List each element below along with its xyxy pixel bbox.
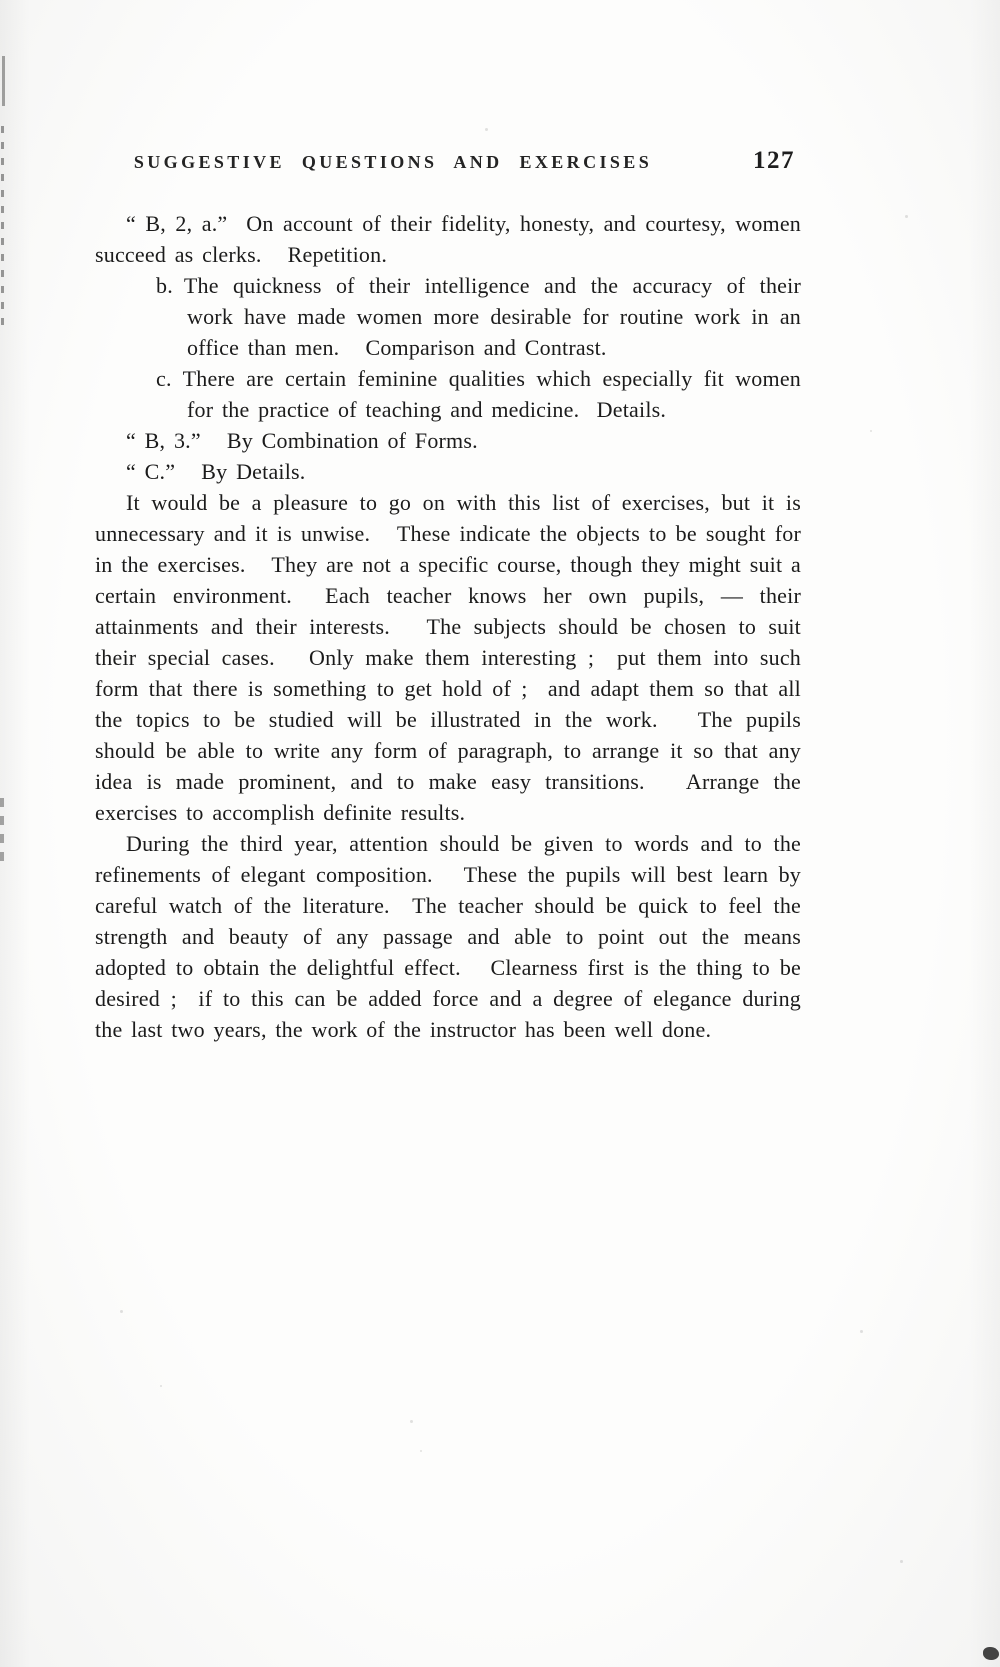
scan-edge-mark [1, 126, 4, 332]
scan-speckle [870, 430, 872, 432]
paragraph-b2a: “ B, 2, a.” On account of their fidelity, honesty, and courtesy, women succeed as clerks. Repetition. [95, 211, 810, 267]
page-content [95, 147, 810, 1045]
scan-speckle [485, 128, 488, 131]
item-text-b: The quickness of their intelligence and the accuracy of their work have made women more desirable for routine work in an office than men. Comparison and Contrast. [183, 273, 810, 360]
scan-edge-mark [2, 56, 5, 106]
line-c: “ C.” By Details. [126, 459, 306, 484]
page-header [95, 147, 801, 184]
scan-speckle [410, 1420, 413, 1423]
list-item-c [95, 363, 810, 425]
scan-speckle [160, 1385, 162, 1387]
scan-speckle [900, 1560, 903, 1563]
item-text-c: There are certain feminine qualities which especially fit women for the practice of teaching and medicine. Details. [182, 366, 810, 422]
line-b3: “ B, 3.” By Combination of Forms. [126, 428, 478, 453]
scan-edge-mark [0, 798, 4, 864]
scan-speckle [905, 215, 908, 218]
paragraph-exercises: It would be a pleasure to go on with this list of exercises, but it is unnecessary and it is unwise. These indicate the objects to be sought for in the exercises. They are not a specific course, though they might suit a certain environment. Each teacher knows her own pupils, — their attainments and their interests. The subjects should be chosen to suit their special cases. Only make them interesting ; put them into such form that there is something to get hold of ; and adapt them so that all the topics to be studied will be illustrated in the work. The pupils should be able to write any form of paragraph, to arrange it so that any idea is made prominent, and to make easy transitions. Arrange the exercises to accomplish definite results. [95, 490, 810, 825]
paragraph-third-year: During the third year, attention should be given to words and to the refinements of elegant composition. These the pupils will best learn by careful watch of the literature. The teacher should be quick to feel the strength and beauty of any passage and able to point out the means adopted to obtain the delightful effect. Clearness first is the thing to be desired ; if to this can be added force and a degree of elegance during the last two years, the work of the instructor has been well done. [95, 831, 810, 1042]
scan-speckle [420, 1450, 422, 1452]
list-item-b [95, 270, 810, 363]
item-label-c: c. [156, 366, 172, 391]
page-number: 127 [753, 147, 795, 174]
running-title: SUGGESTIVE QUESTIONS AND EXERCISES [133, 152, 653, 172]
scan-corner-blot [983, 1647, 999, 1660]
item-label-b: b. [156, 273, 173, 298]
scan-speckle [860, 1330, 863, 1333]
scan-speckle [120, 1310, 123, 1313]
